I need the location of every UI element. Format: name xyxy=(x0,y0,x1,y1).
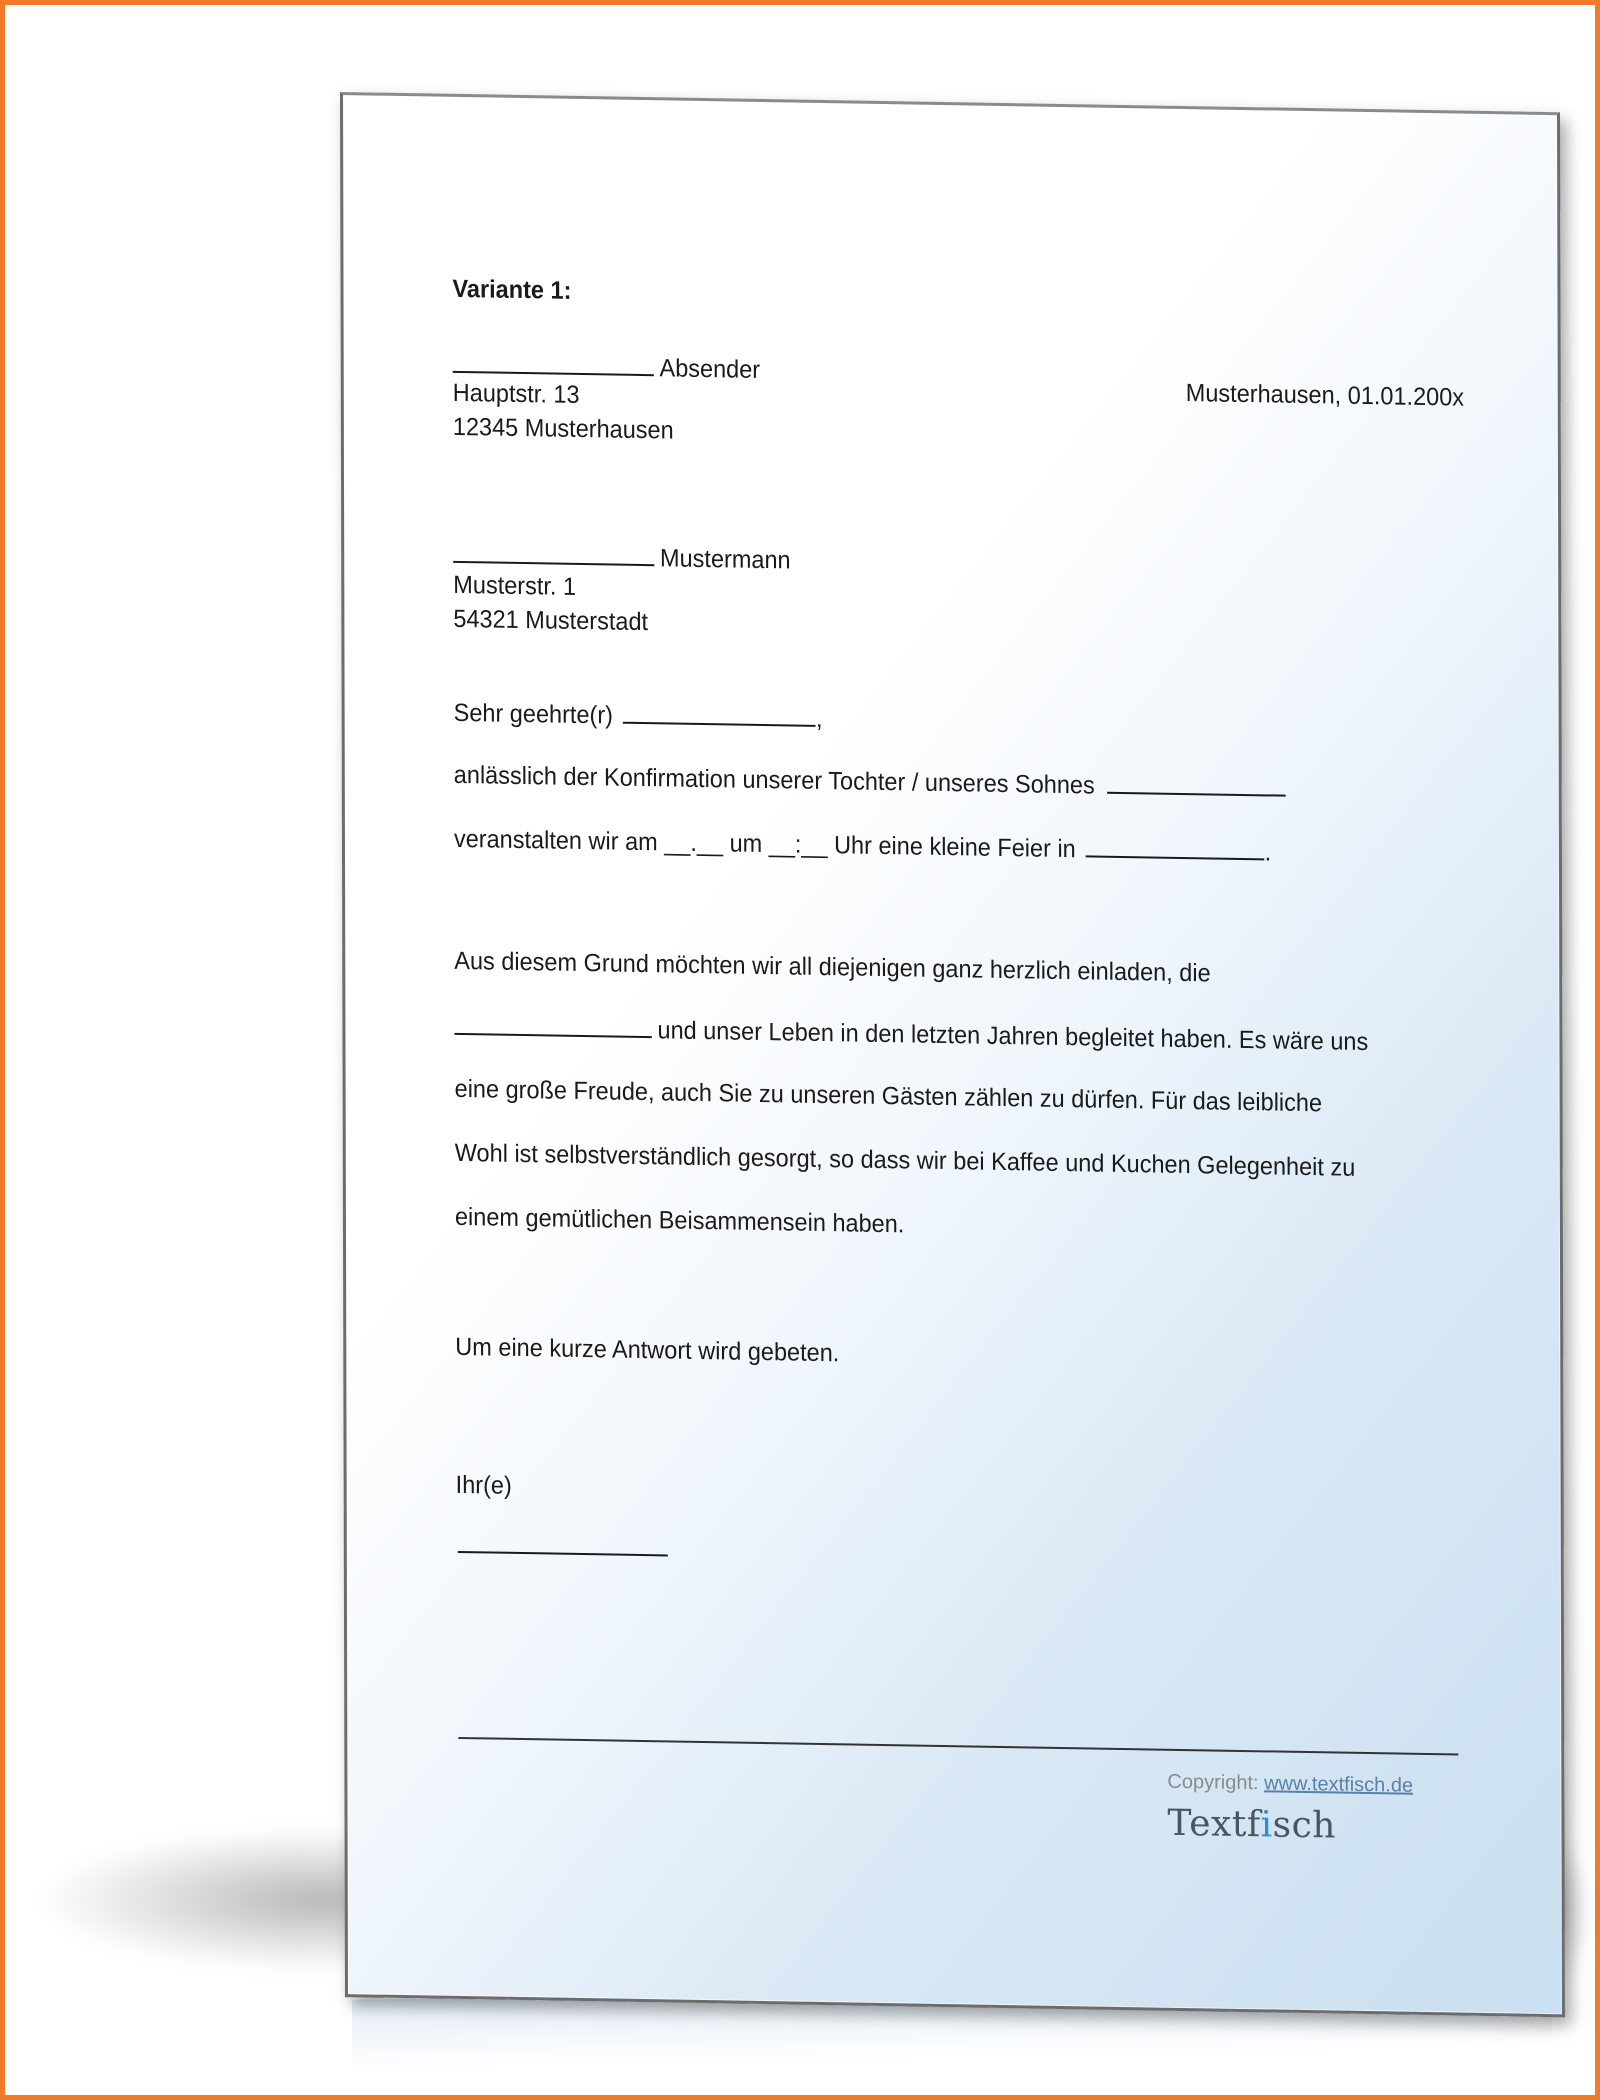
reply-request: Um eine kurze Antwort wird gebeten. xyxy=(455,1332,840,1368)
salutation-line xyxy=(454,695,823,735)
para2-line-2 xyxy=(454,1009,1368,1058)
logo-text-start: Textf xyxy=(1167,1802,1261,1846)
salutation-blank xyxy=(623,698,816,727)
salutation-comma: , xyxy=(815,704,823,734)
child-name-blank xyxy=(1107,768,1286,797)
para2-line-3: eine große Freude, auch Sie zu unseren Gästen zählen zu dürfen. Für das leibliche xyxy=(454,1074,1323,1118)
footer-rule xyxy=(458,1737,1458,1756)
recipient-name-blank xyxy=(453,537,654,566)
sender-city: 12345 Musterhausen xyxy=(452,412,674,445)
body-line-1 xyxy=(454,757,1291,805)
sender-name-blank xyxy=(453,347,654,376)
body-line-2-text: veranstalten wir am __.__ um __:__ Uhr eine kleine Feier in xyxy=(453,824,1076,864)
venue-blank xyxy=(1086,831,1265,860)
variant-heading: Variante 1: xyxy=(452,274,572,305)
para2-line-1: Aus diesem Grund möchten wir all diejenigen ganz herzlich einladen, die xyxy=(454,946,1211,988)
para2-line-4: Wohl ist selbstverständlich gesorgt, so dass wir bei Kaffee und Kuchen Gelegenheit zu xyxy=(454,1138,1356,1182)
letter-sheet xyxy=(340,92,1565,2017)
fish-icon: i xyxy=(1260,1804,1273,1846)
copyright-label: Copyright: xyxy=(1167,1770,1259,1795)
closing: Ihr(e) xyxy=(455,1470,512,1500)
relation-blank xyxy=(454,1009,651,1038)
body-line-1-text: anlässlich der Konfirmation unserer Tochter / unseres Sohnes xyxy=(453,760,1095,800)
textfisch-logo xyxy=(1167,1803,1336,1847)
sender-name: Absender xyxy=(659,354,761,384)
para2-line-2-text: und unser Leben in den letzten Jahren begleitet haben. Es wäre uns xyxy=(657,1016,1369,1057)
body-line-2 xyxy=(454,821,1271,869)
logo-text-end: sch xyxy=(1272,1804,1337,1847)
copyright-link[interactable]: www.textfisch.de xyxy=(1264,1772,1414,1797)
recipient-city: 54321 Musterstadt xyxy=(453,604,649,637)
recipient-name: Mustermann xyxy=(659,544,791,575)
salutation: Sehr geehrte(r) xyxy=(453,698,614,730)
signature-blank xyxy=(458,1527,668,1556)
copyright-line xyxy=(1167,1771,1413,1798)
para2-line-5: einem gemütlichen Beisammensein haben. xyxy=(454,1202,905,1239)
sender-street: Hauptstr. 13 xyxy=(452,378,580,409)
body-line-2-period: . xyxy=(1264,838,1272,867)
recipient-street: Musterstr. 1 xyxy=(453,570,577,601)
place-date: Musterhausen, 01.01.200x xyxy=(1185,379,1465,412)
